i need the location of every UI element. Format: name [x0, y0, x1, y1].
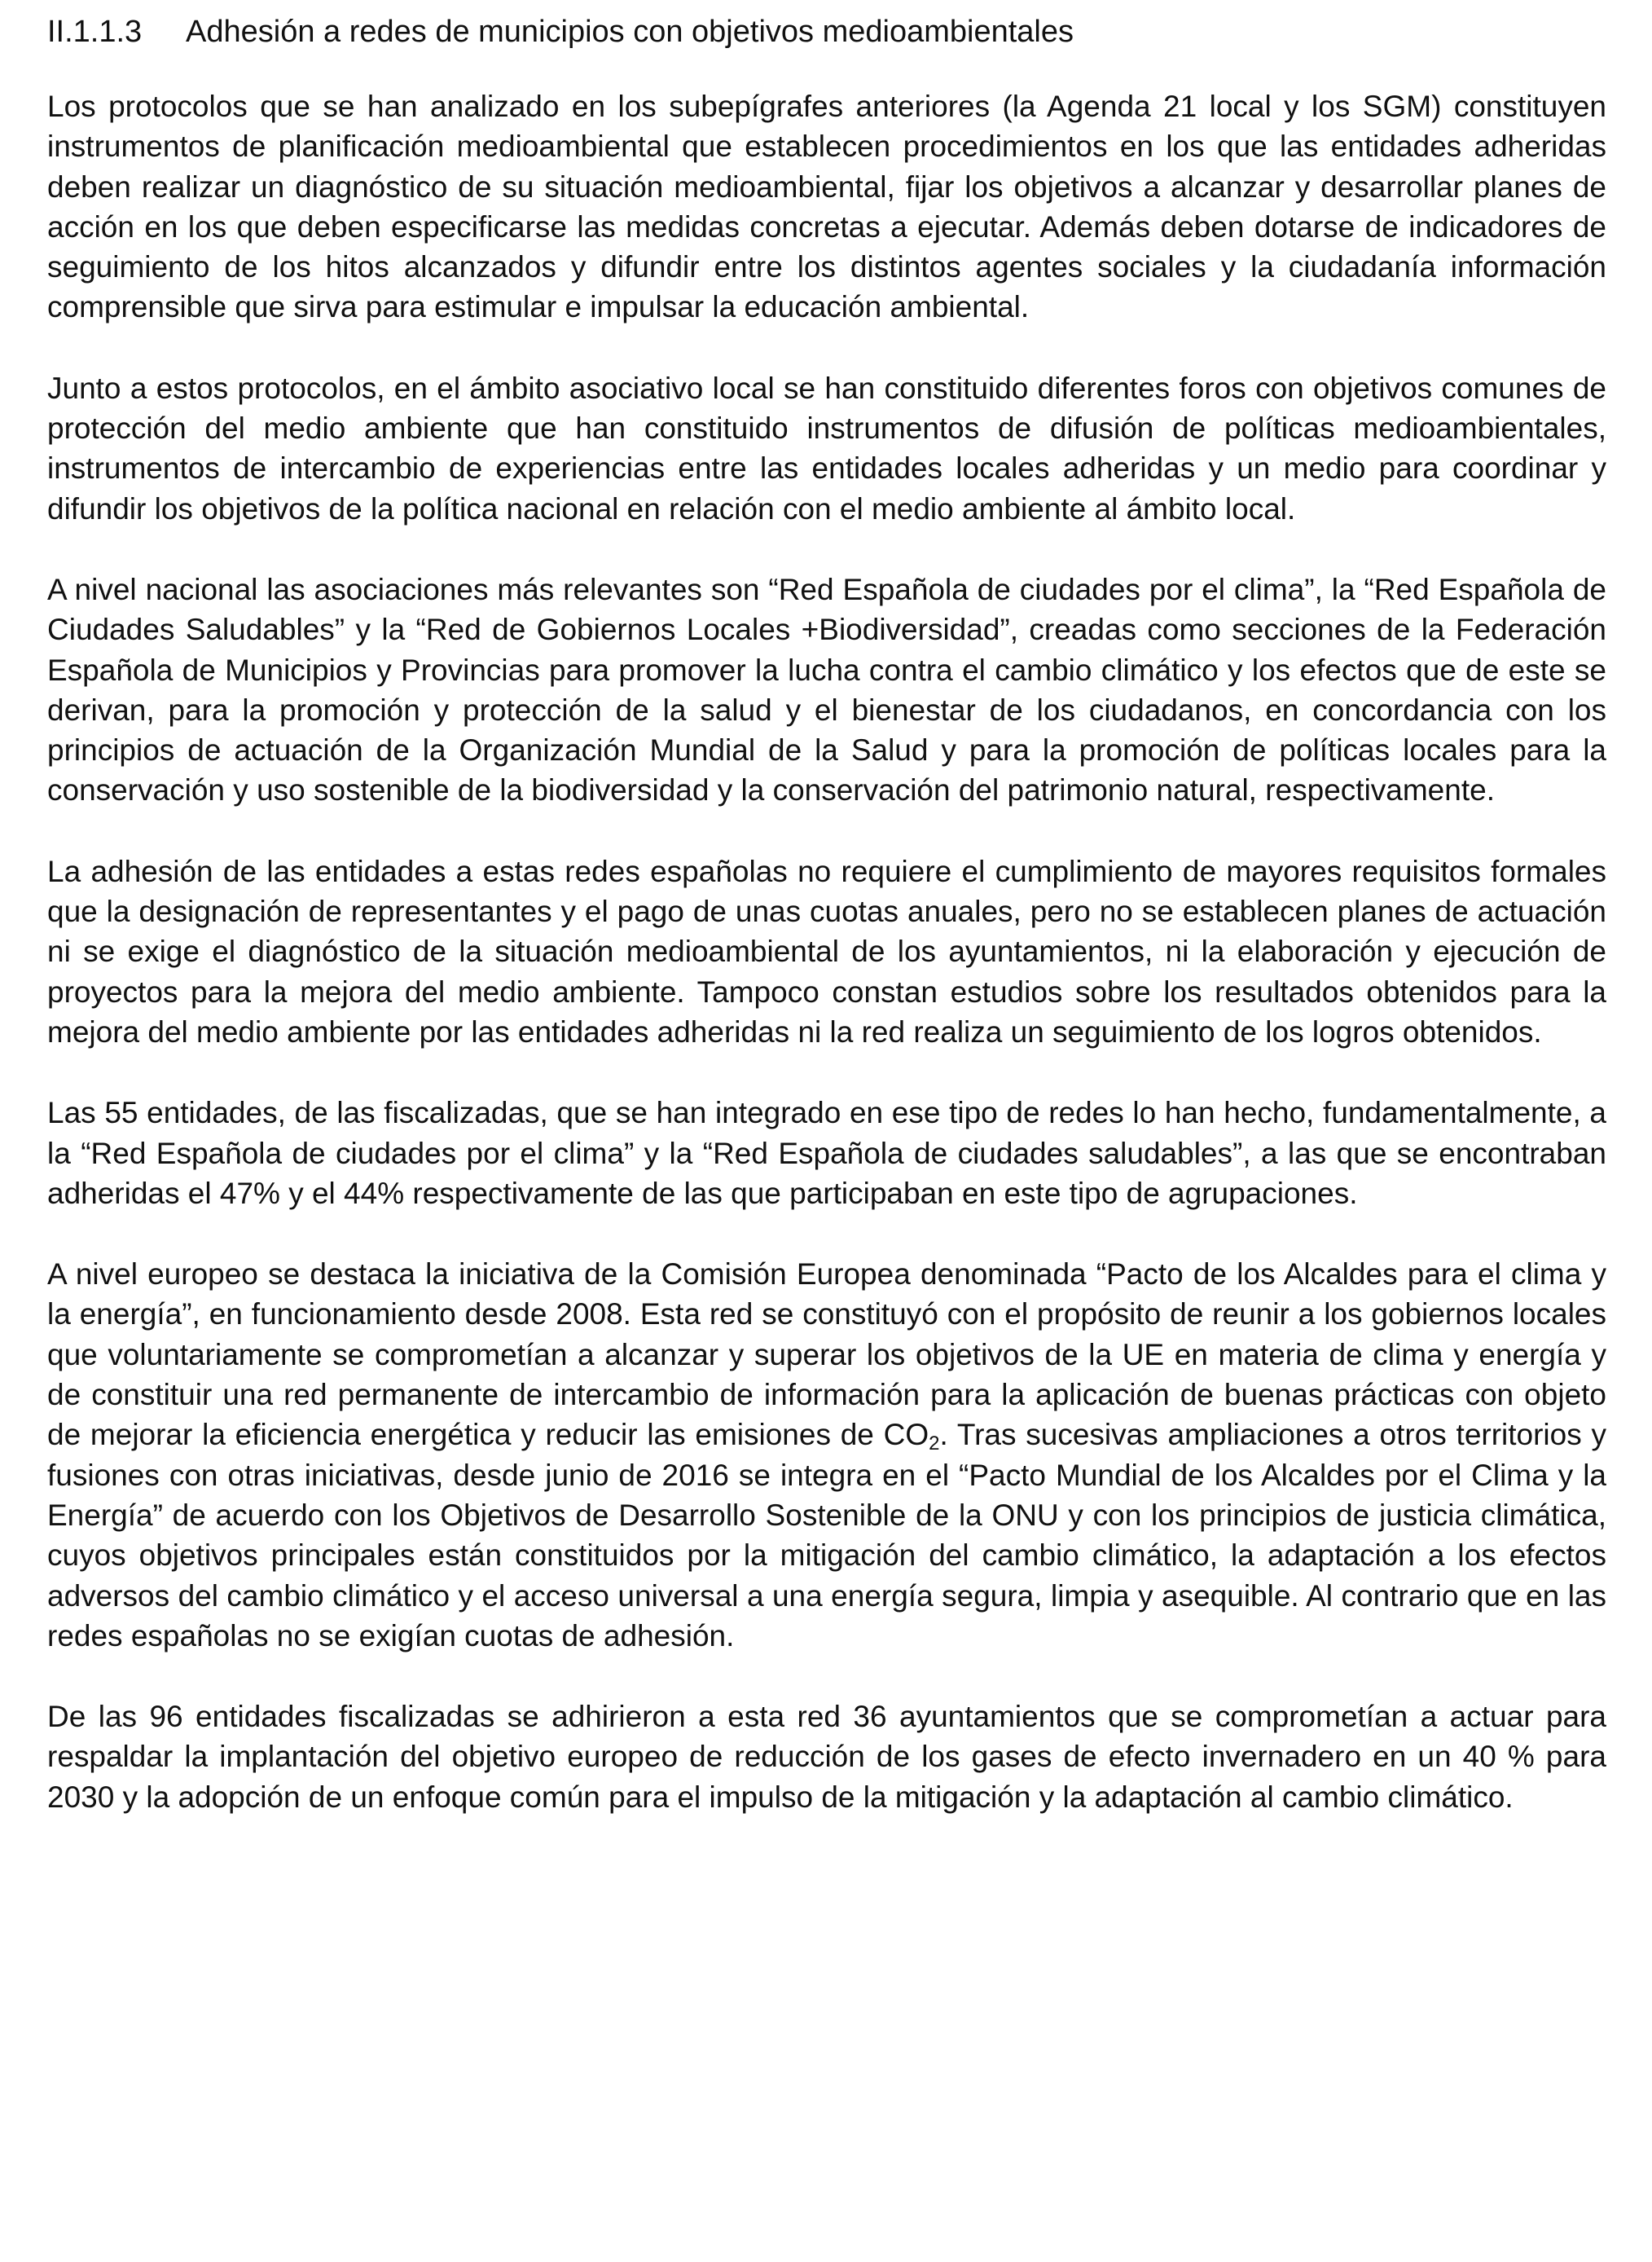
document-page	[47, 11, 1606, 1858]
section-number: II.1.1.3	[47, 15, 143, 49]
co2-subscript: 2	[929, 1432, 940, 1455]
european-covenant-text-part-2: . Tras sucesivas ampliaciones a otros territorios y fusiones con otras iniciativas, desde junio de 2016 se integra en el “Pacto Mundial de los Alcaldes por el Clima y la Energía” de acuerdo con los Objetivos de Desarrollo Sostenible de la ONU y con los principios de justicia climática, cuyos objetivos principales están constituidos por la mitigación del cambio climático, la adaptación a los efectos adversos del cambio climático y el acceso universal a una energía segura, limpia y asequible. Al contrario que en las redes españolas no se exigían cuotas de adhesión.	[47, 1418, 1606, 1652]
paragraph-protocols: Los protocolos que se han analizado en los subepígrafes anteriores (la Agenda 21 local y los SGM) constituyen instrumentos de planificación medioambiental que establecen procedimientos en los que las entidades adheridas deben realizar un diagnóstico de su situación medioambiental, fijar los objetivos a alcanzar y desarrollar planes de acción en los que deben especificarse las medidas concretas a ejecutar. Además deben dotarse de indicadores de seguimiento de los hitos alcanzados y difundir entre los distintos agentes sociales y la ciudadanía información comprensible que sirva para estimular e impulsar la educación ambiental.	[47, 90, 1606, 324]
paragraph-european-covenant	[47, 1254, 1606, 1656]
paragraph-96-entities: De las 96 entidades fiscalizadas se adhirieron a esta red 36 ayuntamientos que se comprometían a actuar para respaldar la implantación del objetivo europeo de reducción de los gases de efecto invernadero en un 40 % para 2030 y la adopción de un enfoque común para el impulso de la mitigación y la adaptación al cambio climático.	[47, 1700, 1606, 1814]
paragraph-55-entities: Las 55 entidades, de las fiscalizadas, que se han integrado en ese tipo de redes lo han hecho, fundamentalmente, a la “Red Española de ciudades por el clima” y la “Red Española de ciudades saludables”, a las que se encontraban adheridas el 47% y el 44% respectivamente de las que participaban en este tipo de agrupaciones.	[47, 1096, 1606, 1210]
section-heading	[47, 11, 1606, 52]
paragraph-national-networks: A nivel nacional las asociaciones más relevantes son “Red Española de ciudades por el clima”, la “Red Española de Ciudades Saludables” y la “Red de Gobiernos Locales +Biodiversidad”, creadas como secciones de la Federación Española de Municipios y Provincias para promover la lucha contra el cambio climático y los efectos que de este se derivan, para la promoción y protección de la salud y el bienestar de los ciudadanos, en concordancia con los principios de actuación de la Organización Mundial de la Salud y para la promoción de políticas locales para la conservación y uso sostenible de la biodiversidad y la conservación del patrimonio natural, respectivamente.	[47, 572, 1606, 808]
paragraph-associative-forums: Junto a estos protocolos, en el ámbito asociativo local se han constituido diferentes foros con objetivos comunes de protección del medio ambiente que han constituido instrumentos de difusión de políticas medioambientales, instrumentos de intercambio de experiencias entre las entidades locales adheridas y un medio para coordinar y difundir los objetivos de la política nacional en relación con el medio ambiente al ámbito local.	[47, 371, 1606, 526]
paragraph-adhesion-requirements: La adhesión de las entidades a estas redes españolas no requiere el cumplimiento de mayores requisitos formales que la designación de representantes y el pago de unas cuotas anuales, pero no se establecen planes de actuación ni se exige el diagnóstico de la situación medioambiental de los ayuntamientos, ni la elaboración y ejecución de proyectos para la mejora del medio ambiente. Tampoco constan estudios sobre los resultados obtenidos para la mejora del medio ambiente por las entidades adheridas ni la red realiza un seguimiento de los logros obtenidos.	[47, 854, 1606, 1049]
european-covenant-text-part-1: A nivel europeo se destaca la iniciativa de la Comisión Europea denominada “Pacto de los Alcaldes para el clima y la energía”, en funcionamiento desde 2008. Esta red se constituyó con el propósito de reunir a los gobiernos locales que voluntariamente se comprometían a alcanzar y superar los objetivos de la UE en materia de clima y energía y de constituir una red permanente de intercambio de información para la aplicación de buenas prácticas con objeto de mejorar la eficiencia energética y reducir las emisiones de CO	[47, 1257, 1606, 1452]
section-title: Adhesión a redes de municipios con objetivos medioambientales	[186, 15, 1074, 49]
